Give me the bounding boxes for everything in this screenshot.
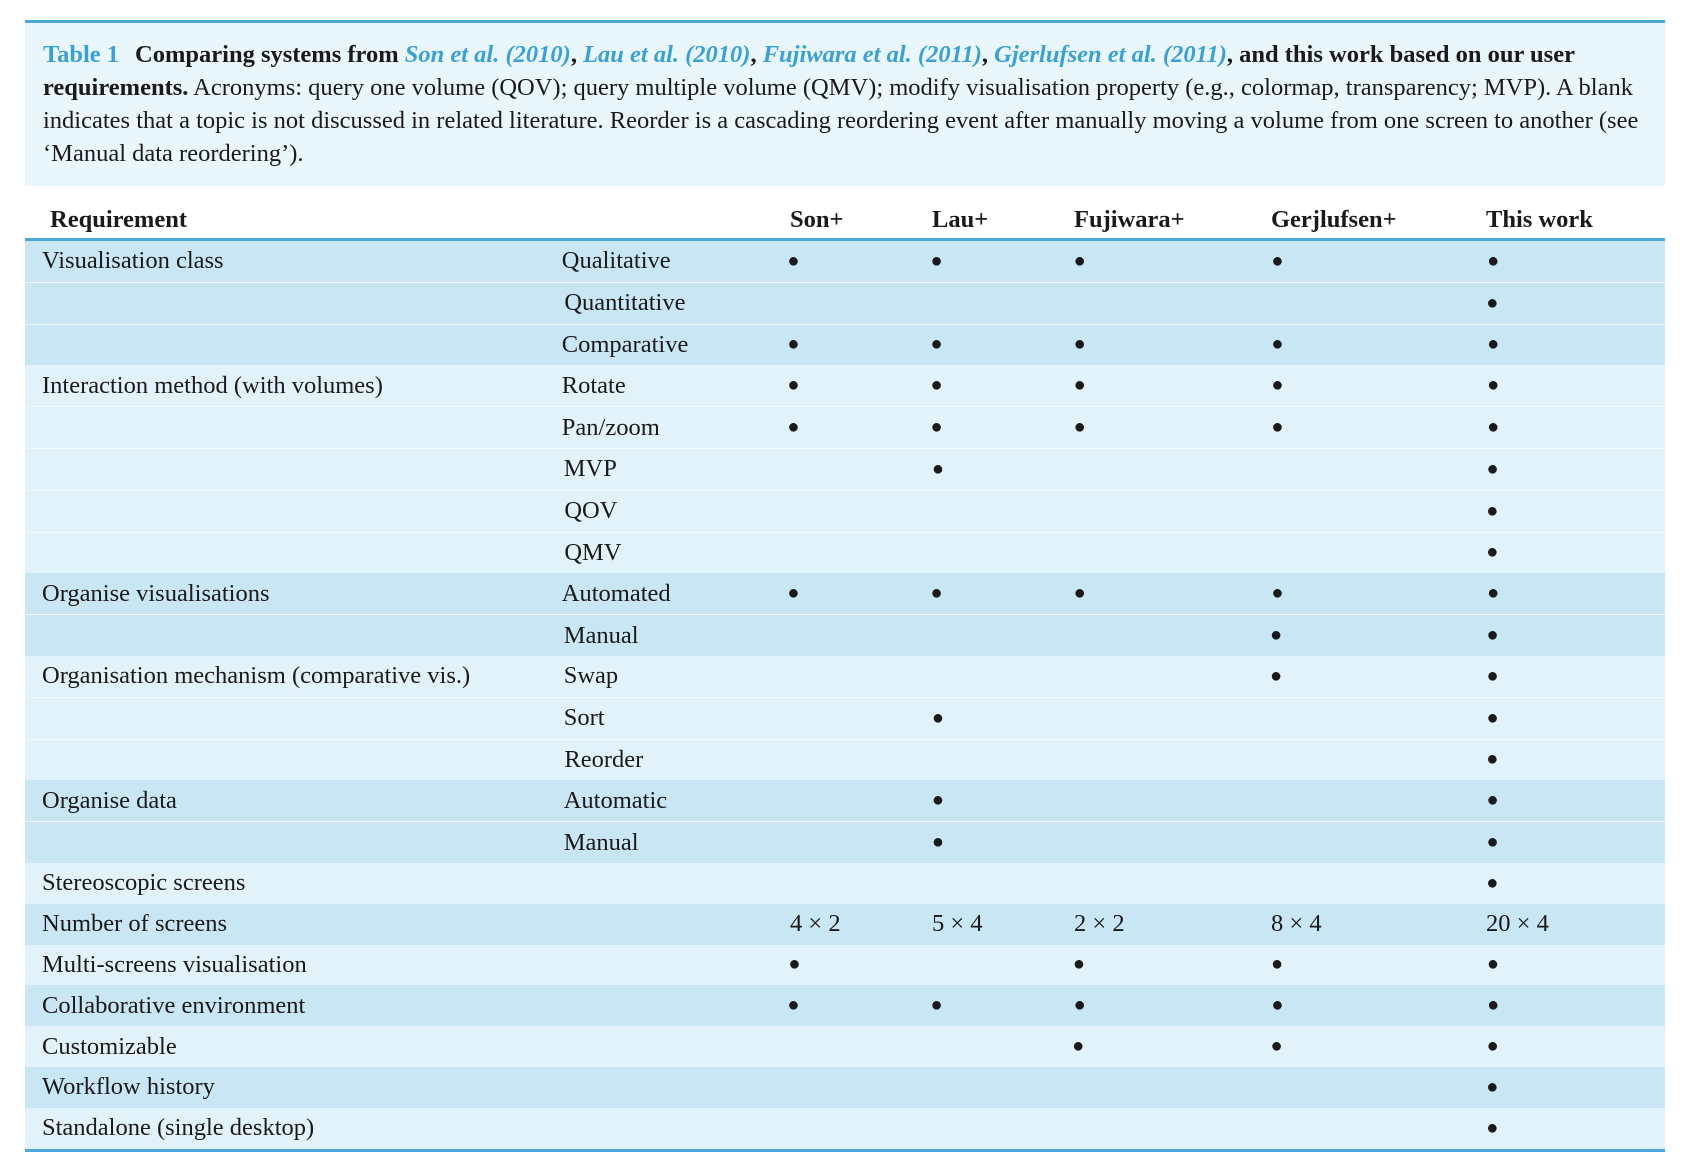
- table-row: [25, 821, 1665, 863]
- cell-son: ●: [788, 953, 801, 976]
- cell-subcategory: Swap: [563, 662, 619, 690]
- cell-subcategory: Rotate: [561, 371, 626, 399]
- cell-subcategory: QMV: [564, 538, 622, 566]
- caption-text: Acronyms: query one volume (QOV); query multiple volume (QMV); modify visualisation property (e.g., colormap, transparency; MVP). A blank indicates that a topic is not discussed in related literature. Reorder is a cascading reordering event after manually moving a volume from one screen to another (see ‘Manual data reordering’).: [43, 74, 1639, 167]
- cell-this-work: ●: [1486, 871, 1499, 894]
- table-row: [25, 1108, 1665, 1149]
- cell-this-work: ●: [1486, 624, 1499, 647]
- table-row: [25, 1067, 1665, 1108]
- cell-fujiwara: ●: [1073, 249, 1086, 272]
- cell-subcategory: Sort: [563, 704, 605, 732]
- cell-requirement: Visualisation class: [42, 247, 224, 275]
- cell-requirement: Organise visualisations: [42, 579, 270, 607]
- comparison-table: [25, 194, 1665, 1152]
- cell-gerjlufsen: ●: [1271, 333, 1284, 356]
- table-body: [25, 241, 1665, 1149]
- table-row: [25, 241, 1665, 282]
- cell-this-work: ●: [1486, 541, 1499, 564]
- cell-son: ●: [787, 416, 800, 439]
- table-row: [25, 282, 1665, 324]
- cell-subcategory: Manual: [563, 828, 639, 856]
- ref-link-gjerlufsen[interactable]: Gjerlufsen et al. (2011): [994, 41, 1227, 68]
- cell-gerjlufsen: ●: [1271, 994, 1284, 1017]
- cell-gerjlufsen: ●: [1271, 416, 1284, 439]
- cell-this-work: ●: [1486, 953, 1499, 976]
- cell-this-work: ●: [1486, 457, 1499, 480]
- cell-son: ●: [787, 249, 800, 272]
- header-fujiwara: Fujiwara+: [1074, 206, 1185, 233]
- cell-this-work: ●: [1487, 416, 1500, 439]
- cell-son: ●: [787, 994, 800, 1017]
- cell-this-work: ●: [1486, 1035, 1499, 1058]
- cell-requirement: Organisation mechanism (comparative vis.): [42, 662, 471, 690]
- cell-this-work: ●: [1486, 706, 1499, 729]
- cell-this-work: ●: [1487, 994, 1500, 1017]
- cell-requirement: Number of screens: [42, 910, 228, 938]
- cell-subcategory: Comparative: [561, 330, 689, 358]
- header-this-work: This work: [1486, 206, 1593, 233]
- cell-subcategory: Qualitative: [561, 247, 671, 275]
- cell-lau: ●: [931, 789, 944, 812]
- ref-link-lau[interactable]: Lau et al. (2010): [583, 41, 751, 68]
- cell-gerjlufsen: ●: [1270, 664, 1283, 687]
- cell-this-work: ●: [1486, 1075, 1499, 1098]
- caption-sep: ,: [570, 41, 584, 68]
- table-row: [25, 945, 1665, 986]
- cell-subcategory: MVP: [563, 455, 617, 483]
- table-row: [25, 739, 1665, 781]
- cell-lau: ●: [931, 457, 944, 480]
- cell-fujiwara: ●: [1073, 582, 1086, 605]
- cell-subcategory: Automatic: [563, 786, 668, 814]
- table-figure: [25, 20, 1665, 1152]
- table-row: [25, 365, 1665, 406]
- table-row: [25, 863, 1665, 904]
- cell-gerjlufsen: ●: [1270, 1035, 1283, 1058]
- cell-this-work: ●: [1487, 333, 1500, 356]
- table-row: [25, 614, 1665, 656]
- cell-this-work: ●: [1487, 249, 1500, 272]
- table-bottom-rule: [25, 1149, 1665, 1152]
- cell-lau: 5 × 4: [932, 910, 983, 938]
- cell-gerjlufsen: ●: [1271, 374, 1284, 397]
- cell-this-work: 20 × 4: [1486, 910, 1549, 938]
- table-row: [25, 697, 1665, 739]
- caption-sep: ,: [981, 41, 995, 68]
- cell-lau: ●: [931, 706, 944, 729]
- cell-fujiwara: ●: [1073, 374, 1086, 397]
- caption-bold-suffix: , and this work based on our user requirements.: [43, 41, 1575, 101]
- cell-fujiwara: 2 × 2: [1074, 910, 1125, 938]
- cell-requirement: Stereoscopic screens: [42, 869, 246, 897]
- cell-this-work: ●: [1487, 582, 1500, 605]
- table-header-row: [25, 194, 1665, 241]
- cell-requirement: Workflow history: [42, 1073, 215, 1101]
- cell-lau: ●: [930, 333, 943, 356]
- cell-subcategory: QOV: [564, 497, 618, 525]
- cell-gerjlufsen: ●: [1271, 582, 1284, 605]
- cell-lau: ●: [930, 582, 943, 605]
- table-row: [25, 573, 1665, 614]
- cell-this-work: ●: [1486, 831, 1499, 854]
- cell-subcategory: Pan/zoom: [561, 413, 660, 441]
- cell-lau: ●: [930, 994, 943, 1017]
- cell-requirement: Multi-screens visualisation: [42, 950, 307, 978]
- table-caption: [25, 20, 1665, 186]
- header-gerjlufsen: Gerjlufsen+: [1271, 206, 1397, 233]
- cell-fujiwara: ●: [1072, 1035, 1085, 1058]
- cell-this-work: ●: [1486, 664, 1499, 687]
- ref-link-fujiwara[interactable]: Fujiwara et al. (2011): [762, 41, 982, 68]
- cell-subcategory: Reorder: [564, 745, 644, 773]
- table-row: [25, 904, 1665, 945]
- cell-requirement: Organise data: [42, 786, 177, 814]
- caption-bold-prefix: Comparing systems from: [135, 41, 405, 68]
- cell-this-work: ●: [1486, 499, 1499, 522]
- table-row: [25, 448, 1665, 490]
- caption-label: Table 1: [43, 41, 120, 68]
- cell-son: ●: [787, 582, 800, 605]
- cell-son: ●: [787, 333, 800, 356]
- caption-sep: ,: [750, 41, 763, 68]
- cell-subcategory: Automated: [561, 579, 671, 607]
- cell-this-work: ●: [1486, 1116, 1499, 1139]
- cell-this-work: ●: [1486, 789, 1499, 812]
- cell-this-work: ●: [1486, 748, 1499, 771]
- cell-this-work: ●: [1487, 374, 1500, 397]
- cell-gerjlufsen: ●: [1270, 624, 1283, 647]
- cell-requirement: Standalone (single desktop): [42, 1114, 315, 1142]
- cell-requirement: Collaborative environment: [42, 991, 306, 1019]
- cell-gerjlufsen: ●: [1271, 249, 1284, 272]
- table-row: [25, 985, 1665, 1026]
- cell-son: 4 × 2: [790, 910, 841, 938]
- cell-requirement: Interaction method (with volumes): [42, 371, 383, 399]
- cell-gerjlufsen: ●: [1270, 953, 1284, 976]
- cell-subcategory: Quantitative: [564, 289, 686, 317]
- table-row: [25, 532, 1665, 574]
- header-son: Son+: [790, 206, 844, 233]
- cell-fujiwara: ●: [1073, 416, 1086, 439]
- cell-subcategory: Manual: [563, 621, 639, 649]
- cell-lau: ●: [931, 831, 944, 854]
- cell-gerjlufsen: 8 × 4: [1271, 910, 1322, 938]
- header-lau: Lau+: [932, 206, 989, 233]
- table-row: [25, 1026, 1665, 1067]
- cell-fujiwara: ●: [1073, 994, 1086, 1017]
- cell-requirement: Customizable: [42, 1032, 177, 1060]
- table-row: [25, 324, 1665, 366]
- header-requirement: Requirement: [50, 206, 187, 233]
- cell-lau: ●: [930, 374, 943, 397]
- table-row: [25, 490, 1665, 532]
- ref-link-son[interactable]: Son et al. (2010): [404, 41, 571, 68]
- cell-son: ●: [787, 374, 800, 397]
- cell-fujiwara: ●: [1072, 953, 1085, 976]
- table-row: [25, 656, 1665, 697]
- cell-lau: ●: [930, 249, 943, 272]
- cell-lau: ●: [930, 416, 943, 439]
- table-row: [25, 780, 1665, 821]
- table-row: [25, 406, 1665, 448]
- cell-this-work: ●: [1486, 291, 1499, 314]
- cell-fujiwara: ●: [1073, 333, 1086, 356]
